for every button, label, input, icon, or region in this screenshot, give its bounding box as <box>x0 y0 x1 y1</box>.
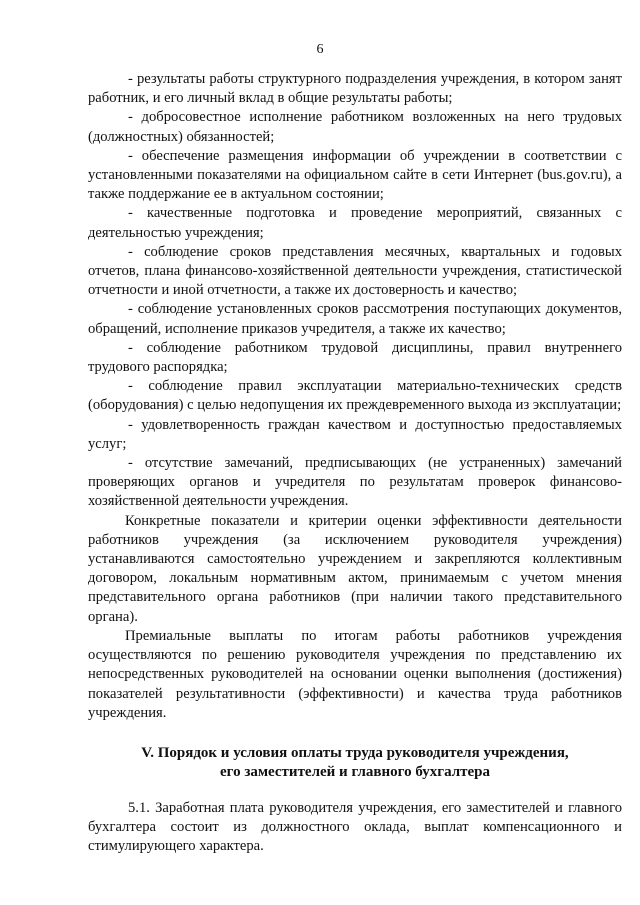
list-item: - соблюдение правил эксплуатации материально-технических средств (оборудования) с целью недопущения их преждевременного выхода из эксплуатации; <box>88 378 622 414</box>
clause-5-1: 5.1. Заработная плата руководителя учреждения, его заместителей и главного бухгалтера состоит из должностного оклада, выплат компенсационного и стимулирующего характера. <box>88 799 622 855</box>
section-heading <box>88 744 622 782</box>
list-item: - соблюдение работником трудовой дисциплины, правил внутреннего трудового распорядка; <box>88 339 622 376</box>
list-item: - качественные подготовка и проведение мероприятий, связанных с деятельностью учреждения; <box>88 205 622 241</box>
page-number: 6 <box>316 42 324 57</box>
paragraph-bonus-payments: Премиальные выплаты по итогам работы работников учреждения осуществляются по решению руководителя учреждения по представлению их непосредственных руководителей на основании оценки выполнения (достижения) показателей результативности (эффективности) и качества труда работников учреждения. <box>88 627 622 721</box>
list-item: - удовлетворенность граждан качеством и доступностью предоставляемых услуг; <box>88 416 622 452</box>
section-heading-line-2: его заместителей и главного бухгалтера <box>219 763 491 780</box>
document-body <box>88 70 622 857</box>
section-heading-line-1: V. Порядок и условия оплаты труда руководителя учреждения, <box>141 744 569 761</box>
list-item: - соблюдение сроков представления месячных, квартальных и годовых отчетов, плана финансово-хозяйственной деятельности учреждения, статистической отчетности и иной отчетности, а также их достоверность и качество; <box>88 243 622 299</box>
list-item: - обеспечение размещения информации об учреждении в соответствии с установленными показателями на официальном сайте в сети Интернет (bus.gov.ru), а также поддержание ее в актуальном состоянии; <box>88 147 622 203</box>
list-item: - соблюдение установленных сроков рассмотрения поступающих документов, обращений, исполнение приказов учредителя, а также их качество; <box>88 301 622 337</box>
list-item: - добросовестное исполнение работником возложенных на него трудовых (должностных) обязанностей; <box>88 109 622 145</box>
paragraph-performance-criteria: Конкретные показатели и критерии оценки эффективности деятельности работников учреждения (за исключением руководителя учреждения) устанавливаются самостоятельно учреждением и закрепляются коллективным договором, локальным нормативным актом, принимаемым с учетом мнения представительного органа работников (при наличии такого представительного органа). <box>88 512 622 625</box>
list-item: - результаты работы структурного подразделения учреждения, в котором занят работник, и его личный вклад в общие результаты работы; <box>88 71 622 107</box>
list-item: - отсутствие замечаний, предписывающих (не устраненных) замечаний проверяющих органов и учредителя по результатам проверок финансово-хозяйственной деятельности учреждения. <box>88 455 622 510</box>
